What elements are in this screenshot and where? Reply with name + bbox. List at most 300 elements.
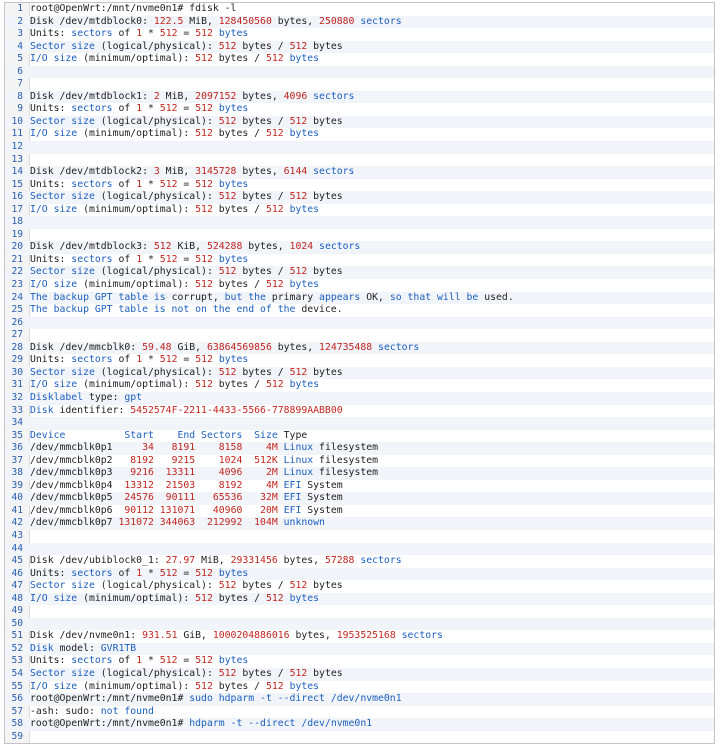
line-number: 59	[11, 730, 23, 742]
text-token: of	[112, 253, 137, 265]
code-line	[5, 417, 714, 430]
keyword-token: bytes	[218, 567, 249, 579]
keyword-token: bytes	[218, 354, 249, 366]
line-text	[27, 66, 30, 77]
line-text	[27, 530, 30, 541]
code-line	[5, 442, 714, 455]
text-token: *	[142, 354, 160, 366]
line-number: 2	[17, 15, 23, 27]
line-text	[27, 655, 248, 666]
number-token: 104M	[254, 517, 278, 529]
code-line	[5, 530, 714, 543]
number-token: 512K	[254, 454, 278, 466]
text-token: Units:	[30, 655, 72, 667]
text-token: (logical/physical):	[94, 115, 219, 127]
line-text	[27, 3, 236, 14]
text-token: filesystem	[313, 454, 379, 466]
keyword-token: sectors	[378, 341, 420, 353]
code-line	[5, 304, 714, 317]
text-token: bytes	[307, 580, 343, 592]
text-token	[242, 517, 254, 528]
line-text	[27, 179, 248, 190]
line-text	[27, 329, 30, 340]
code-line	[5, 568, 714, 581]
line-text	[27, 693, 402, 704]
number-token: 34	[142, 442, 154, 454]
line-number: 53	[11, 655, 23, 667]
keyword-token: bytes	[289, 279, 320, 291]
line-number: 8	[17, 90, 23, 102]
keyword-token: hdparm -t --direct /dev/nvme0n1	[189, 718, 373, 730]
text-token	[195, 492, 213, 503]
line-number: 41	[11, 504, 23, 516]
text-token: type:	[83, 391, 125, 403]
number-token: 512	[159, 178, 178, 190]
code-lines	[5, 3, 714, 743]
keyword-token: sectors	[71, 567, 113, 579]
line-text	[27, 593, 319, 604]
keyword-token: sectors	[71, 178, 113, 190]
number-token: 512	[289, 115, 308, 127]
text-token	[242, 480, 266, 491]
number-token: 512	[195, 28, 213, 40]
line-number: 3	[17, 28, 23, 40]
number-token: 6144	[283, 166, 308, 178]
keyword-token: bytes	[218, 178, 249, 190]
number-token: 59.48	[142, 341, 172, 353]
line-text	[27, 455, 378, 466]
keyword-token: Disk	[30, 642, 54, 654]
line-text	[27, 405, 343, 416]
number-token: 57288	[324, 555, 355, 567]
line-number: 6	[17, 65, 23, 77]
keyword-token: Sector size	[30, 266, 95, 278]
text-token: bytes /	[212, 128, 266, 140]
number-token: 512	[289, 266, 308, 278]
line-number: 15	[11, 178, 23, 190]
line-number: 4	[17, 40, 23, 52]
code-line	[5, 229, 714, 242]
text-token: bytes,	[271, 15, 320, 27]
line-number: 16	[11, 191, 23, 203]
line-text	[27, 292, 514, 303]
text-token	[242, 505, 260, 516]
text-token: of	[112, 28, 137, 40]
code-line	[5, 367, 714, 380]
number-token: 512	[195, 680, 213, 692]
number-token: 9215	[171, 454, 196, 466]
line-text	[27, 731, 30, 742]
text-token: *	[142, 655, 160, 667]
code-line	[5, 103, 714, 116]
line-number: 13	[11, 153, 23, 165]
number-token: 512	[159, 253, 178, 265]
line-text	[27, 91, 354, 102]
line-text	[27, 241, 360, 252]
text-token: =	[177, 655, 196, 667]
number-token: 4M	[265, 442, 278, 454]
line-text	[27, 492, 343, 503]
number-token: 3145728	[195, 166, 237, 178]
code-line	[5, 492, 714, 505]
keyword-token: Start	[124, 429, 154, 441]
text-token	[195, 480, 219, 491]
line-number: 19	[11, 228, 23, 240]
line-number: 38	[11, 467, 23, 479]
text-token: (logical/physical):	[94, 366, 219, 378]
line-number: 21	[11, 253, 23, 265]
code-line	[5, 480, 714, 493]
text-token	[154, 442, 172, 453]
text-token: root@OpenWrt:/mnt/nvme0n1#	[30, 693, 190, 705]
keyword-token: so that will be	[389, 291, 479, 303]
code-line	[5, 154, 714, 167]
number-token: 931.51	[142, 630, 178, 642]
line-text	[27, 417, 30, 428]
code-line	[5, 668, 714, 681]
number-token: 512	[218, 40, 237, 52]
code-line	[5, 204, 714, 217]
line-number: 27	[11, 329, 23, 341]
line-number: 43	[11, 529, 23, 541]
number-token: 512	[218, 191, 237, 203]
code-line	[5, 555, 714, 568]
line-text	[27, 517, 325, 528]
number-token: 27.97	[165, 555, 196, 567]
keyword-token: sectors	[71, 28, 113, 40]
keyword-token: sectors	[71, 354, 113, 366]
keyword-token: I/O size	[30, 379, 78, 391]
code-line	[5, 78, 714, 91]
text-token: *	[142, 253, 160, 265]
number-token: 24576	[124, 492, 154, 504]
number-token: 512	[195, 279, 213, 291]
code-line	[5, 292, 714, 305]
text-token: Disk /dev/ubiblock0_1:	[30, 555, 166, 567]
line-number: 47	[11, 580, 23, 592]
line-text	[27, 568, 248, 579]
keyword-token: Sector size	[30, 366, 95, 378]
line-text	[27, 254, 248, 265]
number-token: 13312	[124, 479, 154, 491]
line-number: 26	[11, 316, 23, 328]
text-token: OK,	[360, 291, 390, 303]
keyword-token: bytes	[289, 379, 320, 391]
line-text	[27, 16, 402, 27]
line-text	[27, 467, 378, 478]
line-text	[27, 580, 343, 591]
keyword-token: gpt	[124, 391, 143, 403]
text-token: *	[142, 567, 160, 579]
text-token: bytes,	[289, 630, 337, 642]
number-token: 512	[218, 580, 237, 592]
keyword-token: sectors	[360, 15, 402, 27]
line-number: 49	[11, 605, 23, 617]
line-number: 10	[11, 115, 23, 127]
keyword-token: I/O size	[30, 680, 78, 692]
text-token: (logical/physical):	[94, 40, 219, 52]
line-text	[27, 392, 142, 403]
text-token: of	[112, 103, 137, 115]
text-token: bytes	[307, 191, 343, 203]
text-token: Units:	[30, 103, 72, 115]
text-token: /dev/mmcblk0p6	[30, 504, 125, 516]
text-token: bytes /	[236, 40, 290, 52]
keyword-token: bytes	[289, 53, 320, 65]
code-line	[5, 66, 714, 79]
line-number: 36	[11, 442, 23, 454]
number-token: 20M	[260, 504, 278, 516]
number-token: 512	[289, 40, 308, 52]
line-text	[27, 141, 30, 152]
line-text	[27, 317, 30, 328]
number-token: 29331456	[230, 555, 278, 567]
text-token: bytes	[307, 266, 343, 278]
number-token: 512	[265, 53, 284, 65]
number-token: 1	[136, 567, 143, 579]
text-token: (logical/physical):	[94, 580, 219, 592]
code-line	[5, 53, 714, 66]
number-token: 90111	[165, 492, 196, 504]
text-token: bytes,	[271, 341, 320, 353]
line-number: 9	[17, 103, 23, 115]
code-line	[5, 655, 714, 668]
code-line	[5, 329, 714, 342]
code-line	[5, 266, 714, 279]
line-number: 39	[11, 479, 23, 491]
text-token: of	[112, 178, 137, 190]
number-token: 344063	[159, 517, 196, 529]
text-token: bytes	[307, 366, 343, 378]
text-token: (minimum/optimal):	[77, 203, 196, 215]
keyword-token: sudo hdparm -t --direct /dev/nvme0n1	[189, 693, 402, 705]
line-text	[27, 505, 343, 516]
keyword-token: bytes	[218, 103, 249, 115]
keyword-token: sectors	[71, 253, 113, 265]
keyword-token: bytes	[289, 592, 320, 604]
text-token: /dev/mmcblk0p1	[30, 442, 143, 454]
text-token: bytes /	[236, 667, 290, 679]
text-token: System	[301, 504, 343, 516]
number-token: 512	[195, 53, 213, 65]
number-token: 4096	[218, 467, 243, 479]
text-token: *	[142, 103, 160, 115]
code-line	[5, 379, 714, 392]
line-text	[27, 53, 319, 64]
line-number: 48	[11, 592, 23, 604]
number-token: 524288	[206, 241, 243, 253]
line-number: 30	[11, 366, 23, 378]
line-text	[27, 354, 248, 365]
text-token: used.	[478, 291, 514, 303]
text-token: of	[112, 655, 137, 667]
text-token: bytes /	[236, 580, 290, 592]
text-token: (minimum/optimal):	[77, 53, 196, 65]
keyword-token: sectors	[71, 655, 113, 667]
number-token: 512	[195, 379, 213, 391]
keyword-token: bytes	[218, 28, 249, 40]
keyword-token: Linux	[283, 442, 314, 454]
text-token: -ash: sudo:	[30, 705, 101, 717]
number-token: 512	[195, 567, 213, 579]
line-number: 57	[11, 705, 23, 717]
text-token: identifier:	[53, 404, 131, 416]
text-token: GiB,	[177, 630, 213, 642]
number-token: 512	[265, 379, 284, 391]
code-line	[5, 693, 714, 706]
text-token: *	[142, 178, 160, 190]
line-number: 1	[17, 3, 23, 14]
text-token: =	[177, 354, 196, 366]
keyword-token: but the	[224, 291, 266, 303]
line-text	[27, 442, 378, 453]
number-token: 512	[265, 592, 284, 604]
line-number: 33	[11, 404, 23, 416]
number-token: 131072	[118, 517, 154, 529]
text-token: Units:	[30, 354, 72, 366]
number-token: 8158	[218, 442, 243, 454]
keyword-token: EFI	[283, 504, 302, 516]
code-line	[5, 605, 714, 618]
text-token: of	[112, 567, 137, 579]
keyword-token: Device	[30, 429, 66, 441]
text-token: Disk /dev/mmcblk0:	[30, 341, 143, 353]
line-text	[27, 630, 443, 641]
text-token: bytes /	[236, 366, 290, 378]
line-number: 35	[11, 429, 23, 441]
line-text	[27, 681, 319, 692]
code-line	[5, 580, 714, 593]
text-token: /dev/mmcblk0p7	[30, 517, 119, 529]
line-text	[27, 229, 30, 240]
text-token: device.	[295, 304, 343, 316]
code-line	[5, 16, 714, 29]
number-token: 512	[218, 115, 237, 127]
text-token: root@OpenWrt:/mnt/nvme0n1#	[30, 718, 190, 730]
text-token: primary	[265, 291, 320, 303]
text-token: Units:	[30, 253, 72, 265]
line-number: 55	[11, 680, 23, 692]
number-token: 21503	[165, 479, 196, 491]
number-token: 8192	[218, 479, 243, 491]
text-token: =	[177, 28, 196, 40]
line-number: 32	[11, 391, 23, 403]
line-text	[27, 480, 343, 491]
text-token: filesystem	[313, 442, 379, 454]
line-text	[27, 191, 343, 202]
number-token: 65536	[212, 492, 243, 504]
code-line	[5, 191, 714, 204]
number-token: 512	[289, 191, 308, 203]
code-line	[5, 681, 714, 694]
number-token: 212992	[206, 517, 243, 529]
text-token: model:	[53, 642, 101, 654]
number-token: 512	[159, 354, 178, 366]
line-number: 11	[11, 128, 23, 140]
line-number: 24	[11, 291, 23, 303]
keyword-token: Disklabel	[30, 391, 84, 403]
keyword-token: Sector size	[30, 40, 95, 52]
code-line	[5, 179, 714, 192]
text-token: /dev/mmcblk0p2	[30, 454, 131, 466]
line-text	[27, 204, 319, 215]
line-number: 17	[11, 203, 23, 215]
number-token: 512	[159, 655, 178, 667]
keyword-token: sectors	[313, 166, 355, 178]
text-token: Units:	[30, 28, 72, 40]
number-token: 1953525168	[336, 630, 396, 642]
text-token: Units:	[30, 567, 72, 579]
text-token: corrupt,	[165, 291, 225, 303]
number-token: 9216	[130, 467, 154, 479]
number-token: 124735488	[319, 341, 373, 353]
code-line	[5, 128, 714, 141]
number-token: 512	[159, 103, 178, 115]
number-token: 32M	[260, 492, 278, 504]
number-token: 512	[265, 680, 284, 692]
line-text	[27, 718, 372, 729]
line-text	[27, 342, 419, 353]
number-token: 512	[265, 203, 284, 215]
text-token: bytes,	[242, 241, 290, 253]
text-token	[195, 467, 219, 478]
text-token: bytes	[307, 667, 343, 679]
text-token	[242, 455, 254, 466]
code-line	[5, 241, 714, 254]
keyword-token: sectors	[313, 90, 355, 102]
line-number: 50	[11, 617, 23, 629]
keyword-token: EFI	[283, 492, 302, 504]
text-token: Disk /dev/mtdblock3:	[30, 241, 154, 253]
code-line	[5, 467, 714, 480]
text-token: =	[177, 178, 196, 190]
line-number: 45	[11, 555, 23, 567]
keyword-token: I/O size	[30, 279, 78, 291]
line-text	[27, 430, 307, 441]
number-token: 512	[289, 667, 308, 679]
text-token	[195, 505, 213, 516]
text-token	[242, 492, 260, 503]
code-line	[5, 216, 714, 229]
text-token: filesystem	[313, 467, 379, 479]
number-token: 1000204886016	[212, 630, 290, 642]
line-text	[27, 78, 30, 89]
text-token: bytes /	[236, 191, 290, 203]
line-text	[27, 643, 136, 654]
code-line	[5, 279, 714, 292]
line-text	[27, 367, 343, 378]
code-line	[5, 706, 714, 719]
line-number: 54	[11, 667, 23, 679]
number-token: 1	[136, 103, 143, 115]
number-token: 512	[195, 128, 213, 140]
text-token: bytes /	[236, 115, 290, 127]
line-number: 28	[11, 341, 23, 353]
text-token: MiB,	[183, 15, 219, 27]
number-token: 512	[195, 178, 213, 190]
text-token: bytes /	[236, 266, 290, 278]
number-token: 90112	[124, 504, 154, 516]
text-token	[195, 517, 207, 528]
line-text	[27, 128, 319, 139]
keyword-token: bytes	[289, 128, 320, 140]
line-number: 7	[17, 78, 23, 90]
text-token: (minimum/optimal):	[77, 680, 196, 692]
keyword-token: Linux	[283, 454, 314, 466]
number-token: 1024	[218, 454, 243, 466]
line-number: 52	[11, 642, 23, 654]
keyword-token: Sector size	[30, 191, 95, 203]
